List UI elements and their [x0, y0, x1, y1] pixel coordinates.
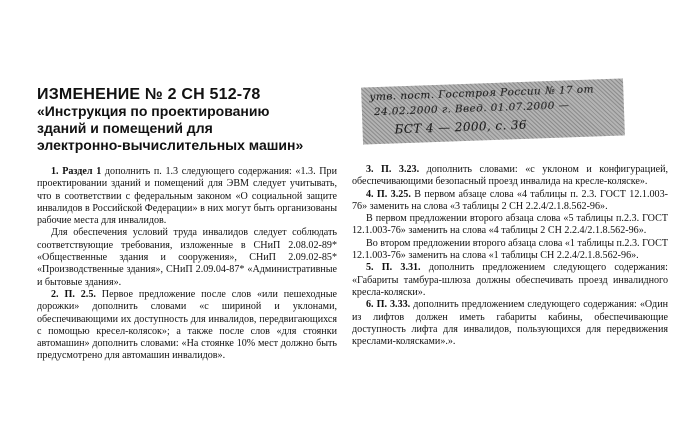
paragraph-6: В первом предложении второго абзаца слова «5 таблицы п.2.3. ГОСТ 12.1.003-76» заменить на слова «4 таблицы 2 СН 2.2.4/2.1.8.562-96». [352, 213, 668, 237]
paragraph-9-lead: 6. П. 3.33. [366, 299, 411, 311]
title-line-1: ИЗМЕНЕНИЕ № 2 СН 512-78 [37, 86, 261, 103]
title-line-3: зданий и помещений для [37, 120, 213, 136]
paragraph-9 [352, 299, 668, 348]
paragraph-4-text: дополнить словами: «с уклоном и конфигурацией, обеспечивающими безопасный проезд инвалида на кресле-коляске». [352, 164, 669, 188]
paragraph-8-lead: 5. П. 3.31. [366, 262, 421, 274]
paragraph-3 [37, 289, 337, 363]
paragraph-8-text: дополнить предложением следующего содержания: «Габариты тамбура-шлюза должны обеспечивать проезд инвалидного кресла-коляски». [352, 262, 668, 298]
paragraph-5-lead: 4. П. 3.25. [366, 188, 411, 200]
paragraph-1 [37, 166, 337, 227]
paragraph-3-lead: 2. П. 2.5. [51, 288, 96, 300]
paragraph-5-text: В первом абзаце слова «4 таблицы п. 2.3. ГОСТ 12.1.003-76» заменить на слова «3 таблицы 2 СН 2.2.4/2.1.8.562-96». [352, 188, 668, 212]
left-column [37, 166, 337, 363]
paragraph-3-text: Первое предложение после слов «или пешеходные дорожки» дополнить словами «с шириной и уклонами, обеспечивающими их доступность для инвалидов, передвигающихся с помощью кресел-колясок»; а также после слов «для стоянки автомашин» дополнить словами: «На стоянке 10% мест должно быть предусмотрено для автомашин инвалидов». [37, 288, 337, 362]
paragraph-5 [352, 189, 668, 214]
title-line-2: «Инструкция по проектированию [37, 103, 270, 119]
stamp-line-2: 24.02.2000 г. Введ. 01.07.2000 — [373, 99, 570, 119]
paragraph-7: Во втором предложении второго абзаца слова «1 таблицы п.2.3. ГОСТ 12.1.003-76» заменить на слова «1 таблицы СН 2.2.4/2.1.8.562-96». [352, 237, 668, 262]
stamp-line-3: БСТ 4 — 2000, с. 36 [394, 117, 528, 137]
document-title [37, 86, 337, 154]
paragraph-4 [352, 164, 668, 189]
title-line-4: электронно-вычислительных машин» [37, 137, 304, 153]
paragraph-4-lead: 3. П. 3.23. [366, 164, 420, 175]
paragraph-1-lead: 1. Раздел 1 [51, 166, 102, 177]
paragraph-2: Для обеспечения условий труда инвалидов следует соблюдать соответствующие требования, изложенные в СНиП 2.08.02-89* «Общественные здания и сооружения», СНиП 2.09.02-85* «Производственные здания», СНиП 2.09.04-87* «Административные и бытовые здания». [37, 227, 337, 288]
handwritten-stamp [361, 78, 625, 144]
right-column [352, 164, 668, 348]
stamp-line-1: утв. пост. Госстроя России № 17 от [369, 83, 595, 104]
paragraph-9-text: дополнить предложением следующего содержания: «Один из лифтов должен иметь габариты кабины, обеспечивающие доступность лифта для инвалидов, пользующихся для передвижения креслами-колясками».». [352, 299, 668, 348]
paragraph-1-text: дополнить п. 1.3 следующего содержания: «1.3. При проектировании зданий и помещений для ЭВМ следует учитывать, что в соответствии с федеральным законом «О социальной защите инвалидов в Российской Федерации» в них могут быть организованы рабочие места для инвалидов. [37, 166, 337, 227]
paragraph-8 [352, 262, 668, 299]
